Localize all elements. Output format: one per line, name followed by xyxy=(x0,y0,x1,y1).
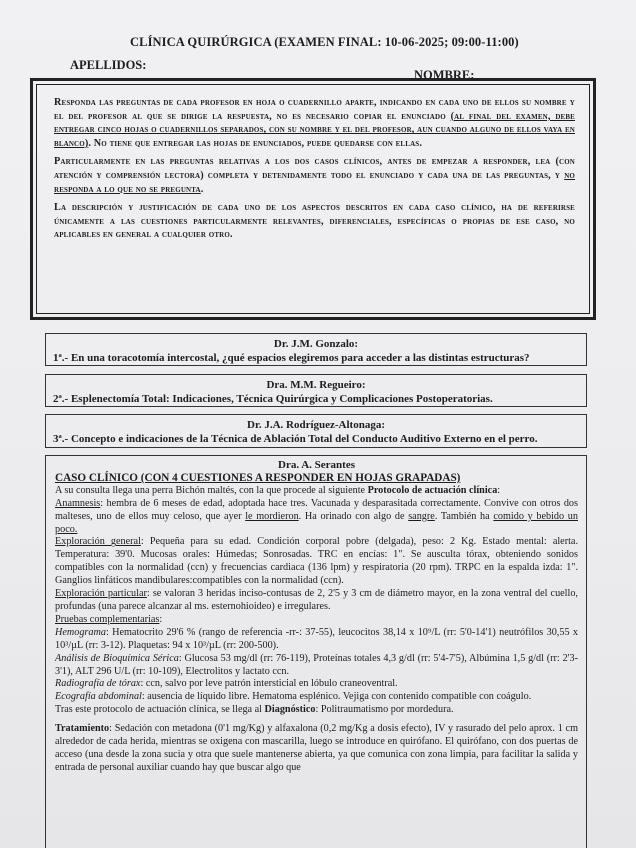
treatment-text: : Sedación con metadona (0'1 mg/Kg) y alfaxalona (0,2 mg/Kg a dosis efecto), IV y rasurado del pelo aprox. 1 cm alrededor de cada herida, mientras se oxigena con mascarilla, luego se introduce en quirófano. El quirófano, con dos puertas de acceso (una desde la zona sucia y otra que suele mantenerse abierta, ya que comunica con zona limpia, para facilitar la salida y entrada de personal auxiliar cuando hay que buscar algo que xyxy=(55,723,578,773)
case-intro xyxy=(55,485,578,498)
case-ultrasound xyxy=(55,691,578,704)
case-anamnesis xyxy=(55,498,578,537)
case-title: CASO CLÍNICO (CON 4 CUESTIONES A RESPONDER EN HOJAS GRAPADAS) xyxy=(55,471,461,484)
question-3-professor: Dr. J.A. Rodríguez-Altonaga: xyxy=(247,419,385,431)
case-hemogram xyxy=(55,627,578,653)
question-box-3 xyxy=(45,414,587,448)
case-intro-colon: : xyxy=(497,484,501,496)
ultrasound-label: Ecografía abdominal xyxy=(55,691,142,703)
particular-exam-label: Exploración particular xyxy=(55,588,147,600)
xray-label: Radiografía de tórax xyxy=(55,678,141,690)
instructions-paragraph-1 xyxy=(54,96,575,150)
general-exam-text: : Pequeña para su edad. Condición corporal pobre (delgada), peso: 2 Kg. Estado mental: alerta. Temperatura: 39'0. Mucosas orales: Húmedas; Sonrosadas. TRC en encías: 1". Se ausculta tórax, obteniendo sonidos compatibles con la normalidad (ccn) y frecuencias cardiaca (136 lpm) y respiratoria (20 rpm). TRPC en la espalda izda: 1". Ganglios linfáticos mandibulares:compatibles con la normalidad (ccn). xyxy=(55,536,578,587)
ultrasound-text: : ausencia de líquido libre. Hematoma esplénico. Vejiga con contenido compatible con coágulo. xyxy=(141,691,532,703)
instructions-paragraph-3: La descripción y justificación de cada uno de los aspectos descritos en cada caso clínico, ha de referirse únicamente a las cuestiones particularmente relevantes, diferenciales, específicas o propias de ese caso, no aplicables en general a cualquier otro. xyxy=(54,202,575,241)
question-box-2 xyxy=(45,374,587,407)
anamnesis-text-a: : hembra de 6 meses de edad, adoptada hace tres. Vacunada y desparasitada correctamente. Convive con otros dos malteses, uno de ellos muy celoso, que ayer xyxy=(55,497,578,522)
exam-title: CLÍNICA QUIRÚRGICA (EXAMEN FINAL: 10-06-2025; 09:00-11:00) xyxy=(130,35,519,49)
case-treatment xyxy=(55,723,578,775)
question-2-text: 2ª.- Esplenectomía Total: Indicaciones, Técnica Quirúrgica y Complicaciones Postoperatorias. xyxy=(53,393,493,405)
instructions-p2-tail: . xyxy=(200,183,204,195)
case-particular-exam xyxy=(55,588,578,614)
instructions-p2-underlined: no responda a lo que no se pregunta xyxy=(54,169,575,195)
instructions-p1-underlined: (al final del examen, debe entregar cinco hojas o cuadernillos separados, con su nombre y el del profesor, aun cuando alguno de ellos vaya en blanco) xyxy=(54,110,575,149)
anamnesis-underlined-1: le mordieron xyxy=(245,510,299,522)
anamnesis-text-c: . También ha xyxy=(434,510,494,522)
case-xray xyxy=(55,678,578,691)
instructions-box xyxy=(30,78,596,320)
clinical-case-box xyxy=(45,455,587,848)
diagnosis-lead: Tras este protocolo de actuación clínica, se llega al xyxy=(55,704,265,716)
tests-colon: : xyxy=(159,613,163,625)
anamnesis-underlined-3: comido y bebido un poco. xyxy=(55,510,578,535)
instructions-p2-text: Particularmente en las preguntas relativas a los dos casos clínicos, antes de empezar a responder, lea (con atención y comprensión lectora) completa y detenidamente todo el enunciado y cada una de las preguntas, y xyxy=(54,156,575,181)
anamnesis-underlined-2: sangre xyxy=(408,510,435,522)
instructions-p1-text: Responda las preguntas de cada profesor en hoja o cuadernillo aparte, indicando en cada uno de ellos su nombre y el del profesor al que se dirige la respuesta, no es necesario copiar el enunciado xyxy=(54,97,575,122)
question-box-1 xyxy=(45,333,587,366)
case-tests-heading xyxy=(55,614,578,627)
hemogram-label: Hemograma xyxy=(55,626,106,638)
instructions-p1-tail: . No tiene que entregar las hojas de enunciados, puede quedarse con ellas. xyxy=(88,137,423,149)
biochemistry-text: : Glucosa 53 mg/dl (rr: 76-119), Proteínas totales 4,3 g/dl (rr: 5'4-7'5), Albúmina 1,5 g/dl (rr: 2'3-3'1), ALT 296 U/L (rr: 10-109), Electrolitos y lactato ccn. xyxy=(55,652,578,677)
case-biochemistry xyxy=(55,653,578,679)
biochemistry-label: Análisis de Bioquímica Sérica xyxy=(55,652,179,664)
case-professor: Dra. A. Serantes xyxy=(278,459,355,471)
case-general-exam xyxy=(55,536,578,588)
particular-exam-text: : se valoran 3 heridas inciso-contusas de 2, 2'5 y 3 cm de diámetro mayor, en la zona ventral del cuello, profundas (una parece alcanzar al ms. esternohioideo) e irregulares. xyxy=(55,588,578,612)
diagnosis-label: Diagnóstico xyxy=(264,704,316,716)
anamnesis-label: Anamnesis xyxy=(55,497,101,509)
question-1-text: 1ª.- En una toracotomía intercostal, ¿qué espacios elegiremos para acceder a las distintas estructuras? xyxy=(53,352,530,364)
case-intro-text: A su consulta llega una perra Bichón maltés, con la que procede al siguiente xyxy=(55,484,368,496)
instructions-inner-frame xyxy=(36,84,590,314)
question-1-professor: Dr. J.M. Gonzalo: xyxy=(273,338,359,350)
case-intro-protocol: Protocolo de actuación clínica xyxy=(367,484,498,496)
general-exam-label: Exploración general xyxy=(55,536,141,548)
tests-label: Pruebas complementarias xyxy=(55,613,160,625)
instructions-paragraph-2 xyxy=(54,155,575,196)
hemogram-text: : Hematocrito 29'6 % (rango de referencia -rr-: 37-55), leucocitos 38,14 x 10⁹/L (rr: 5'0-14'1) neutrófilos 30,55 x 10³/µL (rr: 3-12). Plaquetas: 94 x 10³/µL (rr: 200-500). xyxy=(55,626,578,651)
case-diagnosis xyxy=(55,704,578,717)
anamnesis-text-b: . Ha orinado con algo de xyxy=(298,510,409,522)
apellidos-label: APELLIDOS: xyxy=(70,58,147,72)
question-3-text: 3ª.- Concepto e indicaciones de la Técnica de Ablación Total del Conducto Auditivo Externo en el perro. xyxy=(53,433,538,445)
diagnosis-text: : Politraumatismo por mordedura. xyxy=(315,704,454,716)
treatment-label: Tratamiento xyxy=(55,723,110,735)
question-2-professor: Dra. M.M. Regueiro: xyxy=(266,379,366,391)
xray-text: : ccn, salvo por leve patrón intersticial en lóbulo craneoventral. xyxy=(140,678,398,690)
nombre-label: NOMBRE: xyxy=(414,68,475,82)
